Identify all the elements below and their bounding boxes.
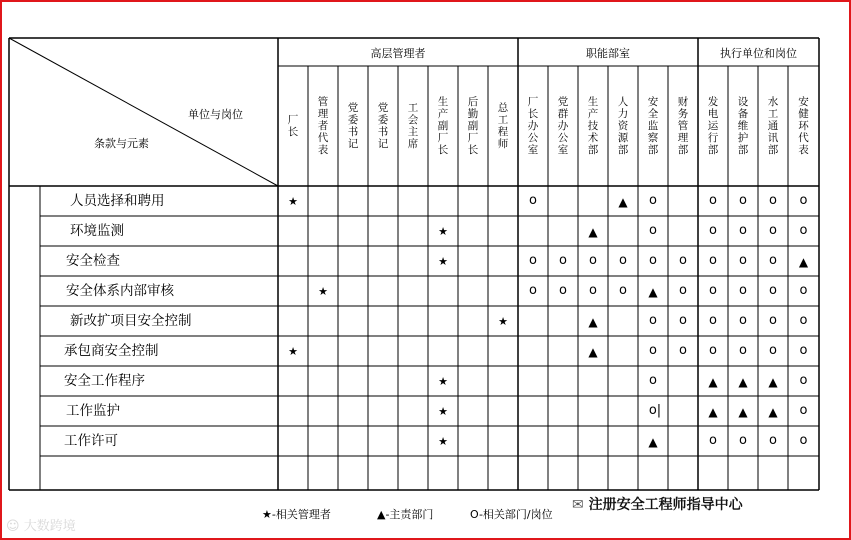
circle-mark: o — [649, 223, 657, 238]
circle-mark: o — [619, 253, 627, 268]
column-header-char: 资 — [617, 120, 629, 132]
circle-mark: o — [529, 193, 537, 208]
column-header-char: 公 — [557, 132, 569, 144]
circle-mark: o — [739, 283, 747, 298]
star-mark: ★ — [498, 315, 508, 328]
group-header: 职能部室 — [586, 47, 630, 60]
column-header-char: 书 — [377, 126, 389, 138]
column-header-char: 通 — [767, 120, 779, 132]
triangle-mark: ▲ — [648, 435, 658, 449]
circle-mark: o — [799, 403, 808, 418]
circle-mark: o — [769, 223, 777, 238]
triangle-mark: ▲ — [648, 285, 658, 299]
column-header-char: 公 — [527, 132, 539, 144]
circle-mark: o — [649, 313, 657, 328]
column-header — [638, 96, 668, 156]
star-mark: ★ — [438, 255, 448, 268]
circle-mark: o — [739, 343, 747, 358]
column-header — [788, 96, 819, 156]
column-header-char: 厂 — [287, 114, 299, 126]
circle-mark: o — [709, 223, 717, 238]
column-header — [488, 102, 518, 150]
circle-mark: o — [739, 433, 747, 448]
column-header-char: 程 — [497, 126, 509, 138]
circle-mark: o — [709, 193, 717, 208]
watermark-right — [572, 494, 743, 514]
column-header-char: 务 — [677, 108, 689, 120]
column-header-char: 师 — [497, 138, 509, 150]
column-header-char: 表 — [798, 144, 809, 156]
column-header-char: 总 — [497, 102, 509, 114]
column-header-char: 办 — [557, 120, 569, 132]
column-header-char: 副 — [437, 120, 449, 132]
column-header-char: 厂 — [467, 132, 479, 144]
star-mark: ★ — [438, 225, 448, 238]
row-label: 承包商安全控制 — [64, 343, 159, 359]
corner-top-label: 单位与岗位 — [188, 108, 243, 121]
column-header-char: 财 — [677, 96, 689, 108]
column-header-char: 环 — [798, 120, 809, 132]
column-header-char: 人 — [617, 96, 629, 108]
circle-mark: o — [709, 433, 717, 448]
column-header-char: 者 — [317, 120, 329, 132]
column-header-char: 运 — [707, 120, 719, 132]
circle-mark: o — [799, 223, 808, 238]
column-header-char: 部 — [587, 144, 599, 156]
column-header-char: 室 — [557, 144, 569, 156]
column-header-char: 安 — [647, 96, 659, 108]
column-header-char: 长 — [467, 144, 479, 156]
circle-mark: o — [559, 253, 567, 268]
column-header-char: 党 — [347, 102, 359, 114]
column-header — [398, 102, 428, 150]
column-header-char: 讯 — [767, 132, 779, 144]
triangle-mark: ▲ — [738, 405, 748, 419]
column-header-char: 部 — [647, 144, 659, 156]
column-header-char: 部 — [737, 144, 749, 156]
triangle-mark: ▲ — [738, 375, 748, 389]
column-header-char: 表 — [317, 144, 329, 156]
circle-mark: o — [799, 433, 808, 448]
circle-mark: o — [709, 313, 717, 328]
legend-triangle: ▲-主责部门 — [377, 508, 434, 521]
column-header-char: 生 — [437, 96, 449, 108]
column-header-char: 群 — [557, 108, 569, 120]
watermark-left — [6, 515, 76, 534]
column-header-char: 理 — [317, 108, 329, 120]
star-mark: ★ — [438, 405, 448, 418]
circle-mark: o — [529, 253, 537, 268]
column-header — [608, 96, 638, 156]
circle-mark: o — [709, 343, 717, 358]
column-header-char: 代 — [317, 132, 329, 144]
circle-mark: o| — [648, 403, 662, 418]
column-header — [278, 114, 308, 138]
star-mark: ★ — [438, 375, 448, 388]
legend-star: ★-相关管理者 — [262, 508, 331, 521]
column-header-char: 全 — [647, 108, 659, 120]
triangle-mark: ▲ — [708, 375, 718, 389]
column-header-char: 部 — [767, 144, 779, 156]
triangle-mark: ▲ — [768, 375, 778, 389]
column-header-char: 术 — [587, 132, 599, 144]
triangle-mark: ▲ — [708, 405, 718, 419]
column-header-char: 安 — [798, 96, 809, 108]
group-header: 高层管理者 — [370, 47, 426, 60]
circle-mark: o — [649, 373, 657, 388]
column-header-char: 勤 — [467, 108, 479, 120]
column-header-char: 记 — [377, 138, 389, 150]
triangle-mark: ▲ — [618, 195, 628, 209]
circle-mark: o — [799, 283, 808, 298]
circle-mark: o — [799, 373, 808, 388]
column-header-char: 发 — [707, 96, 719, 108]
circle-mark: o — [589, 253, 597, 268]
column-header-char: 厂 — [437, 132, 449, 144]
circle-mark: o — [679, 313, 687, 328]
circle-mark: o — [709, 253, 717, 268]
triangle-mark: ▲ — [798, 255, 809, 269]
column-header-char: 监 — [647, 120, 659, 132]
circle-mark: o — [679, 283, 687, 298]
circle-mark: o — [649, 343, 657, 358]
column-header — [368, 102, 398, 150]
column-header-char: 理 — [677, 132, 689, 144]
row-label: 工作监护 — [66, 403, 120, 419]
column-header-char: 管 — [677, 120, 689, 132]
column-header-char: 副 — [467, 120, 479, 132]
circle-mark: o — [769, 193, 777, 208]
column-header-char: 长 — [437, 144, 449, 156]
wechat-icon: ✉ — [572, 497, 584, 513]
column-header — [338, 102, 368, 150]
legend-circle: O-相关部门/岗位 — [470, 508, 553, 521]
column-header-char: 委 — [347, 114, 359, 126]
circle-mark: o — [769, 283, 777, 298]
column-header-char: 长 — [287, 126, 299, 138]
column-header — [548, 96, 578, 156]
row-label: 安全检查 — [66, 253, 120, 269]
triangle-mark: ▲ — [588, 225, 598, 239]
column-header-char: 会 — [407, 114, 419, 126]
circle-mark: o — [799, 193, 808, 208]
circle-mark: o — [739, 193, 747, 208]
triangle-mark: ▲ — [588, 345, 598, 359]
circle-mark: o — [739, 223, 747, 238]
row-label: 人员选择和聘用 — [70, 193, 165, 209]
circle-mark: o — [559, 283, 567, 298]
column-header-char: 办 — [527, 120, 539, 132]
column-header — [458, 96, 488, 156]
column-header-char: 室 — [527, 144, 539, 156]
watermark-logo-icon: ☺ — [6, 519, 20, 534]
star-mark: ★ — [318, 285, 328, 298]
column-header — [758, 96, 788, 156]
column-header-char: 察 — [647, 132, 659, 144]
column-header — [428, 96, 458, 156]
column-header-char: 委 — [377, 114, 389, 126]
star-mark: ★ — [288, 345, 298, 358]
column-header-char: 技 — [587, 120, 599, 132]
column-header-char: 源 — [617, 132, 629, 144]
circle-mark: o — [619, 283, 627, 298]
column-header-char: 生 — [587, 96, 599, 108]
column-header-char: 产 — [437, 108, 449, 120]
column-header-char: 健 — [798, 108, 809, 120]
circle-mark: o — [679, 253, 687, 268]
column-header-char: 后 — [467, 96, 479, 108]
row-label: 新改扩项目安全控制 — [70, 313, 192, 329]
watermark-right-text: 注册安全工程师指导中心 — [588, 497, 743, 513]
column-header-char: 行 — [707, 132, 719, 144]
circle-mark: o — [799, 343, 808, 358]
circle-mark: o — [649, 253, 657, 268]
column-header-char: 书 — [347, 126, 359, 138]
column-header-char: 工 — [497, 114, 509, 126]
column-header — [518, 96, 548, 156]
corner-bottom-label: 条款与元素 — [94, 137, 149, 150]
circle-mark: o — [769, 433, 777, 448]
circle-mark: o — [769, 343, 777, 358]
column-header-char: 工 — [767, 108, 779, 120]
triangle-mark: ▲ — [588, 315, 598, 329]
column-header-char: 维 — [737, 120, 749, 132]
column-header-char: 电 — [707, 108, 719, 120]
group-header: 执行单位和岗位 — [720, 47, 797, 60]
triangle-mark: ▲ — [768, 405, 778, 419]
column-header-char: 代 — [798, 132, 809, 144]
column-header-char: 长 — [527, 108, 539, 120]
column-header-char: 力 — [617, 108, 629, 120]
circle-mark: o — [589, 283, 597, 298]
row-label: 环境监测 — [70, 223, 124, 239]
column-header-char: 主 — [407, 126, 419, 138]
circle-mark: o — [709, 283, 717, 298]
column-header — [578, 96, 608, 156]
column-header-char: 党 — [557, 96, 569, 108]
row-label: 安全体系内部审核 — [66, 283, 174, 299]
star-mark: ★ — [438, 435, 448, 448]
row-label: 工作许可 — [64, 433, 118, 449]
column-header-char: 部 — [677, 144, 689, 156]
circle-mark: o — [769, 313, 777, 328]
column-header-char: 席 — [407, 138, 419, 150]
watermark-left-text: 大数跨境 — [23, 519, 76, 534]
circle-mark: o — [649, 193, 657, 208]
circle-mark: o — [679, 343, 687, 358]
column-header-char: 工 — [407, 102, 419, 114]
column-header-char: 党 — [377, 102, 389, 114]
circle-mark: o — [799, 313, 808, 328]
column-header — [668, 96, 698, 156]
column-header-char: 部 — [707, 144, 719, 156]
circle-mark: o — [529, 283, 537, 298]
column-header-char: 设 — [737, 96, 749, 108]
column-header-char: 厂 — [527, 96, 539, 108]
column-header-char: 备 — [737, 108, 749, 120]
column-header-char: 管 — [317, 96, 329, 108]
column-header-char: 水 — [767, 96, 779, 108]
star-mark: ★ — [288, 195, 298, 208]
row-label: 安全工作程序 — [64, 373, 145, 389]
column-header — [728, 96, 758, 156]
circle-mark: o — [739, 253, 747, 268]
column-header — [698, 96, 728, 156]
column-header-char: 护 — [737, 132, 749, 144]
column-header-char: 记 — [347, 138, 359, 150]
column-header — [308, 96, 338, 156]
column-header-char: 部 — [617, 144, 629, 156]
circle-mark: o — [739, 313, 747, 328]
column-header-char: 产 — [587, 108, 599, 120]
circle-mark: o — [769, 253, 777, 268]
